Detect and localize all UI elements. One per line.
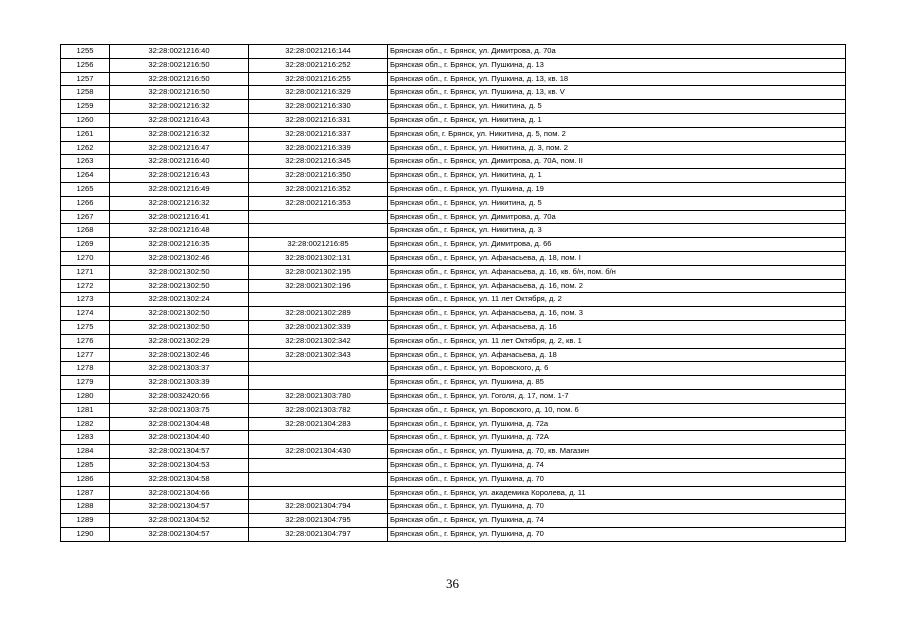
parent-cadastral-number-cell: 32:28:0021216:43 [110,169,249,183]
parent-cadastral-number-cell: 32:28:0021216:43 [110,113,249,127]
table-row [61,279,846,293]
cadastral-number-cell: 32:28:0021216:329 [249,86,388,100]
cadastral-number-cell: 32:28:0021302:342 [249,334,388,348]
row-number-cell: 1255 [61,45,110,59]
address-cell: Брянская обл., г. Брянск, ул. Афанасьева, д. 16, пом. 2 [388,279,846,293]
cadastral-number-cell [249,472,388,486]
cadastral-number-cell: 32:28:0021216:337 [249,127,388,141]
row-number-cell: 1279 [61,376,110,390]
cadastral-number-cell: 32:28:0021302:289 [249,307,388,321]
cadastral-number-cell: 32:28:0021216:144 [249,45,388,59]
table-row [61,293,846,307]
table-row [61,500,846,514]
cadastral-number-cell: 32:28:0021304:797 [249,527,388,541]
table-row [61,320,846,334]
cadastral-number-cell: 32:28:0021302:343 [249,348,388,362]
address-cell: Брянская обл., г. Брянск, ул. Пушкина, д. 13, кв. 18 [388,72,846,86]
table-row [61,86,846,100]
cadastral-number-cell: 32:28:0021304:794 [249,500,388,514]
table-row [61,196,846,210]
parent-cadastral-number-cell: 32:28:0021304:48 [110,417,249,431]
table-row [61,127,846,141]
cadastral-number-cell: 32:28:0021303:780 [249,389,388,403]
row-number-cell: 1266 [61,196,110,210]
row-number-cell: 1269 [61,238,110,252]
table-row [61,514,846,528]
address-cell: Брянская обл., г. Брянск, ул. Пушкина, д. 13, кв. V [388,86,846,100]
parent-cadastral-number-cell: 32:28:0021302:24 [110,293,249,307]
address-cell: Брянская обл., г. Брянск, ул. Пушкина, д. 19 [388,182,846,196]
cadastral-number-cell [249,362,388,376]
parent-cadastral-number-cell: 32:28:0021303:39 [110,376,249,390]
table-row [61,403,846,417]
row-number-cell: 1271 [61,265,110,279]
table-row [61,251,846,265]
table-row [61,182,846,196]
address-cell: Брянская обл., г. Брянск, ул. Никитина, д. 1 [388,169,846,183]
table-row [61,141,846,155]
cadastral-number-cell [249,458,388,472]
table-row [61,376,846,390]
table-row [61,72,846,86]
page-number: 36 [446,576,459,591]
cadastral-number-cell [249,224,388,238]
row-number-cell: 1267 [61,210,110,224]
row-number-cell: 1280 [61,389,110,403]
address-cell: Брянская обл., г. Брянск, ул. Пушкина, д. 13 [388,58,846,72]
cadastral-number-cell: 32:28:0021216:339 [249,141,388,155]
cadastral-number-cell: 32:28:0021302:195 [249,265,388,279]
row-number-cell: 1260 [61,113,110,127]
row-number-cell: 1268 [61,224,110,238]
parent-cadastral-number-cell: 32:28:0021216:35 [110,238,249,252]
parent-cadastral-number-cell: 32:28:0021302:50 [110,265,249,279]
address-cell: Брянская обл., г. Брянск, ул. Никитина, д. 1 [388,113,846,127]
address-cell: Брянская обл., г. Брянск, ул. 11 лет Октября, д. 2, кв. 1 [388,334,846,348]
cadastral-number-cell [249,431,388,445]
address-cell: Брянская обл., г. Брянск, ул. Пушкина, д. 74 [388,514,846,528]
parent-cadastral-number-cell: 32:28:0021216:49 [110,182,249,196]
address-cell: Брянская обл., г. Брянск, ул. Пушкина, д. 70 [388,500,846,514]
address-cell: Брянская обл., г. Брянск, ул. Димитрова, д. 70А, пом. II [388,155,846,169]
parent-cadastral-number-cell: 32:28:0021304:52 [110,514,249,528]
table-row [61,334,846,348]
address-cell: Брянская обл., г. Брянск, ул. Пушкина, д. 72А [388,431,846,445]
row-number-cell: 1270 [61,251,110,265]
table-row [61,45,846,59]
parent-cadastral-number-cell: 32:28:0021216:47 [110,141,249,155]
parent-cadastral-number-cell: 32:28:0021304:53 [110,458,249,472]
address-cell: Брянская обл., г. Брянск, ул. Димитрова, д. 70а [388,210,846,224]
parent-cadastral-number-cell: 32:28:0021216:41 [110,210,249,224]
parent-cadastral-number-cell: 32:28:0021216:32 [110,100,249,114]
cadastral-number-cell: 32:28:0021216:252 [249,58,388,72]
table-row [61,265,846,279]
table-row [61,155,846,169]
address-cell: Брянская обл., г. Брянск, ул. Никитина, д. 3 [388,224,846,238]
row-number-cell: 1261 [61,127,110,141]
parent-cadastral-number-cell: 32:28:0021304:40 [110,431,249,445]
cadastral-number-cell: 32:28:0021216:353 [249,196,388,210]
row-number-cell: 1285 [61,458,110,472]
parent-cadastral-number-cell: 32:28:0021216:32 [110,127,249,141]
address-cell: Брянская обл., г. Брянск, ул. Никитина, д. 5 [388,100,846,114]
parent-cadastral-number-cell: 32:28:0021216:32 [110,196,249,210]
address-cell: Брянская обл., г. Брянск, ул. Пушкина, д. 85 [388,376,846,390]
row-number-cell: 1264 [61,169,110,183]
table-row [61,100,846,114]
address-cell: Брянская обл., г. Брянск, ул. Никитина, д. 3, пом. 2 [388,141,846,155]
table-row [61,431,846,445]
address-cell: Брянская обл., г. Брянск, ул. Гоголя, д. 17, пом. 1-7 [388,389,846,403]
address-cell: Брянская обл., г. Брянск, ул. академика Королева, д. 11 [388,486,846,500]
cadastral-number-cell: 32:28:0021216:85 [249,238,388,252]
parent-cadastral-number-cell: 32:28:0021216:40 [110,155,249,169]
address-cell: Брянская обл., г. Брянск, ул. 11 лет Октября, д. 2 [388,293,846,307]
parent-cadastral-number-cell: 32:28:0021302:50 [110,320,249,334]
address-cell: Брянская обл., г. Брянск, ул. Афанасьева, д. 16, пом. 3 [388,307,846,321]
address-cell: Брянская обл, г. Брянск, ул. Никитина, д. 5, пом. 2 [388,127,846,141]
table-row [61,527,846,541]
parent-cadastral-number-cell: 32:28:0021304:57 [110,445,249,459]
table-row [61,307,846,321]
address-cell: Брянская обл., г. Брянск, ул. Воровского, д. 6 [388,362,846,376]
cadastral-number-cell: 32:28:0021302:196 [249,279,388,293]
row-number-cell: 1273 [61,293,110,307]
parent-cadastral-number-cell: 32:28:0021216:50 [110,58,249,72]
row-number-cell: 1289 [61,514,110,528]
row-number-cell: 1290 [61,527,110,541]
row-number-cell: 1256 [61,58,110,72]
cadastral-number-cell [249,210,388,224]
table-row [61,210,846,224]
address-cell: Брянская обл., г. Брянск, ул. Димитрова, д. 66 [388,238,846,252]
cadastral-number-cell [249,486,388,500]
cadastral-number-cell: 32:28:0021216:331 [249,113,388,127]
cadastral-number-cell: 32:28:0021304:795 [249,514,388,528]
row-number-cell: 1282 [61,417,110,431]
row-number-cell: 1281 [61,403,110,417]
parent-cadastral-number-cell: 32:28:0021216:40 [110,45,249,59]
cadastral-number-cell: 32:28:0021304:283 [249,417,388,431]
table-row [61,224,846,238]
row-number-cell: 1262 [61,141,110,155]
cadastral-number-cell: 32:28:0021216:255 [249,72,388,86]
parent-cadastral-number-cell: 32:28:0021302:50 [110,279,249,293]
table-row [61,472,846,486]
address-cell: Брянская обл., г. Брянск, ул. Никитина, д. 5 [388,196,846,210]
cadastral-number-cell: 32:28:0021216:330 [249,100,388,114]
cadastral-number-cell: 32:28:0021302:339 [249,320,388,334]
address-cell: Брянская обл., г. Брянск, ул. Пушкина, д. 70, кв. Магазин [388,445,846,459]
row-number-cell: 1263 [61,155,110,169]
row-number-cell: 1257 [61,72,110,86]
table-row [61,417,846,431]
row-number-cell: 1276 [61,334,110,348]
table-row [61,362,846,376]
row-number-cell: 1258 [61,86,110,100]
address-cell: Брянская обл., г. Брянск, ул. Пушкина, д. 72а [388,417,846,431]
address-cell: Брянская обл., г. Брянск, ул. Пушкина, д. 70 [388,472,846,486]
table-row [61,486,846,500]
row-number-cell: 1277 [61,348,110,362]
address-cell: Брянская обл., г. Брянск, ул. Афанасьева, д. 18, пом. I [388,251,846,265]
registry-table-body [61,45,846,542]
row-number-cell: 1259 [61,100,110,114]
parent-cadastral-number-cell: 32:28:0021302:46 [110,251,249,265]
cadastral-number-cell [249,293,388,307]
cadastral-number-cell: 32:28:0021302:131 [249,251,388,265]
parent-cadastral-number-cell: 32:28:0021216:48 [110,224,249,238]
parent-cadastral-number-cell: 32:28:0021304:57 [110,527,249,541]
table-row [61,445,846,459]
parent-cadastral-number-cell: 32:28:0021304:66 [110,486,249,500]
row-number-cell: 1275 [61,320,110,334]
parent-cadastral-number-cell: 32:28:0021304:57 [110,500,249,514]
cadastral-number-cell: 32:28:0021216:345 [249,155,388,169]
table-row [61,389,846,403]
cadastral-registry-table [60,44,846,542]
row-number-cell: 1274 [61,307,110,321]
address-cell: Брянская обл., г. Брянск, ул. Афанасьева, д. 16, кв. б/н, пом. б/н [388,265,846,279]
cadastral-number-cell: 32:28:0021304:430 [249,445,388,459]
cadastral-number-cell: 32:28:0021216:352 [249,182,388,196]
parent-cadastral-number-cell: 32:28:0021216:50 [110,86,249,100]
parent-cadastral-number-cell: 32:28:0021303:37 [110,362,249,376]
address-cell: Брянская обл., г. Брянск, ул. Пушкина, д. 70 [388,527,846,541]
row-number-cell: 1272 [61,279,110,293]
row-number-cell: 1265 [61,182,110,196]
table-row [61,348,846,362]
row-number-cell: 1278 [61,362,110,376]
table-row [61,238,846,252]
cadastral-number-cell: 32:28:0021303:782 [249,403,388,417]
parent-cadastral-number-cell: 32:28:0021302:50 [110,307,249,321]
address-cell: Брянская обл., г. Брянск, ул. Пушкина, д. 74 [388,458,846,472]
row-number-cell: 1287 [61,486,110,500]
row-number-cell: 1288 [61,500,110,514]
parent-cadastral-number-cell: 32:28:0021302:29 [110,334,249,348]
address-cell: Брянская обл., г. Брянск, ул. Афанасьева, д. 16 [388,320,846,334]
row-number-cell: 1286 [61,472,110,486]
table-row [61,58,846,72]
row-number-cell: 1284 [61,445,110,459]
table-row [61,169,846,183]
parent-cadastral-number-cell: 32:28:0021304:58 [110,472,249,486]
cadastral-number-cell: 32:28:0021216:350 [249,169,388,183]
parent-cadastral-number-cell: 32:28:0021303:75 [110,403,249,417]
parent-cadastral-number-cell: 32:28:0021216:50 [110,72,249,86]
parent-cadastral-number-cell: 32:28:0021302:46 [110,348,249,362]
cadastral-number-cell [249,376,388,390]
address-cell: Брянская обл., г. Брянск, ул. Афанасьева, д. 18 [388,348,846,362]
row-number-cell: 1283 [61,431,110,445]
address-cell: Брянская обл., г. Брянск, ул. Воровского, д. 10, пом. 6 [388,403,846,417]
parent-cadastral-number-cell: 32:28:0032420:66 [110,389,249,403]
address-cell: Брянская обл., г. Брянск, ул. Димитрова, д. 70а [388,45,846,59]
table-row [61,458,846,472]
table-row [61,113,846,127]
